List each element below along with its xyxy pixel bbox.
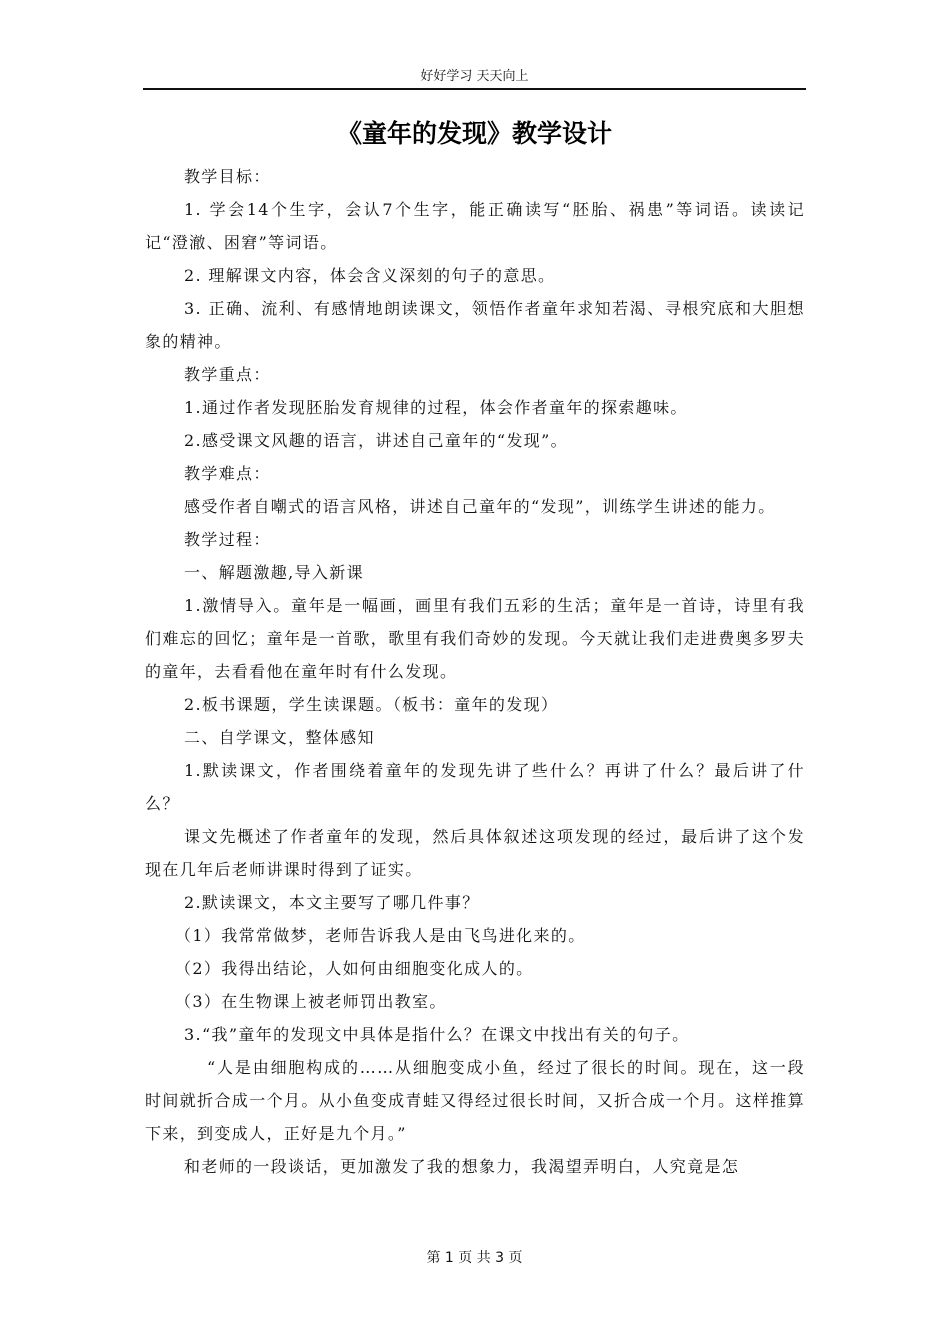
quoted-passage: “人是由细胞构成的……从细胞变成小鱼，经过了很长的时间。现在，这一段时间就折合成一个月。从小鱼变成青蛙又得经过很长时间，又折合成一个月。这样推算下来，到变成人，正好是九个月。”: [145, 1058, 805, 1143]
process-step-1-item-1: 1.激情导入。童年是一幅画，画里有我们五彩的生活；童年是一首诗，诗里有我们难忘的回忆；童年是一首歌，歌里有我们奇妙的发现。今天就让我们走进费奥多罗夫的童年，去看看他在童年时有什么发现。: [145, 596, 805, 681]
difficulty-text: 感受作者自嘲式的语言风格，讲述自己童年的“发现”，训练学生讲述的能力。: [184, 497, 776, 516]
process-step-2-answer-1: 课文先概述了作者童年的发现，然后具体叙述这项发现的经过，最后讲了这个发现在几年后老师讲课时得到了证实。: [145, 827, 805, 879]
process-step-2-item-3: 3.“我”童年的发现文中具体是指什么？在课文中找出有关的句子。: [184, 1025, 690, 1044]
key-point-1: 1.通过作者发现胚胎发育规律的过程，体会作者童年的探索趣味。: [184, 398, 688, 417]
objective-3: 3. 正确、流利、有感情地朗读课文，领悟作者童年求知若渴、寻根究底和大胆想象的精神。: [145, 299, 805, 351]
process-step-2-heading: 二、自学课文，整体感知: [184, 728, 375, 747]
event-1: （1）我常常做梦，老师告诉我人是由飞鸟进化来的。: [175, 926, 586, 945]
event-2: （2）我得出结论，人如何由细胞变化成人的。: [175, 959, 534, 978]
process-step-1-heading: 一、解题激趣,导入新课: [184, 563, 364, 582]
page-footer: 第 1 页 共 3 页: [426, 1250, 523, 1266]
objective-1: 1. 学会14个生字，会认7个生字，能正确读写“胚胎、祸患”等词语。读读记记“澄澈、困窘”等词语。: [145, 200, 805, 252]
document-body: [145, 160, 805, 1183]
process-step-1-item-2: 2.板书课题，学生读课题。（板书：童年的发现）: [184, 695, 559, 714]
document-title: 《童年的发现》教学设计: [336, 119, 612, 148]
event-3: （3）在生物课上被老师罚出教室。: [175, 992, 447, 1011]
closing-paragraph: 和老师的一段谈话，更加激发了我的想象力，我渴望弄明白，人究竟是怎: [184, 1157, 740, 1176]
section-heading-objectives: 教学目标：: [184, 167, 271, 186]
section-heading-key-points: 教学重点：: [184, 365, 271, 384]
page-header: 好好学习 天天向上: [420, 69, 529, 84]
objective-2: 2. 理解课文内容，体会含义深刻的句子的意思。: [184, 266, 556, 285]
section-heading-process: 教学过程：: [184, 530, 271, 549]
process-step-2-item-2: 2.默读课文，本文主要写了哪几件事？: [184, 893, 480, 912]
process-step-2-item-1: 1.默读课文，作者围绕着童年的发现先讲了些什么？再讲了什么？最后讲了什么？: [145, 761, 805, 813]
key-point-2: 2.感受课文风趣的语言，讲述自己童年的“发现”。: [184, 431, 569, 450]
section-heading-difficulties: 教学难点：: [184, 464, 271, 483]
header-rule: [143, 88, 806, 90]
